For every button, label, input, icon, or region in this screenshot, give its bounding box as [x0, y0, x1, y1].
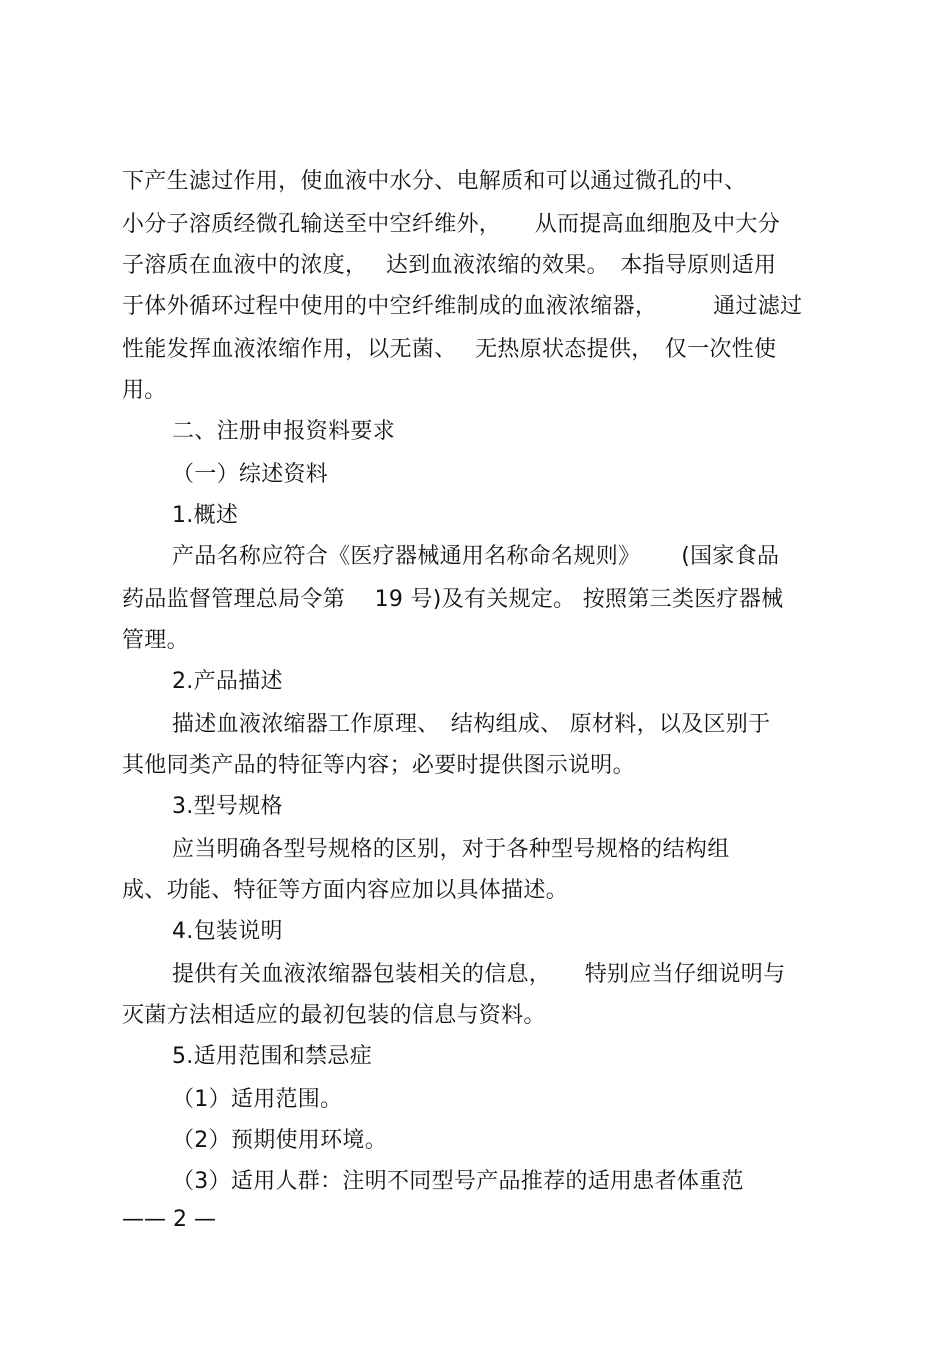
body-text-line: 提供有关血液浓缩器包装相关的信息， 特别应当仔细说明与 [172, 962, 786, 987]
body-text-line: 用。 [122, 378, 167, 403]
subsection-heading: （一）综述资料 [172, 462, 329, 487]
list-item: （2）预期使用环境。 [172, 1128, 387, 1153]
body-text-line: 成、功能、特征等方面内容应加以具体描述。 [122, 878, 569, 903]
body-text-line: 灭菌方法相适应的最初包装的信息与资料。 [122, 1003, 546, 1028]
body-text-line: 子溶质在血液中的浓度， 达到血液浓缩的效果。 本指导原则适用 [122, 253, 777, 278]
body-text-line: 其他同类产品的特征等内容；必要时提供图示说明。 [122, 753, 635, 778]
body-text-line: 产品名称应符合《医疗器械通用名称命名规则》 (国家食品 [172, 544, 780, 569]
body-text-line: 应当明确各型号规格的区别，对于各种型号规格的结构组 [172, 837, 730, 862]
item-heading: 3.型号规格 [172, 794, 283, 819]
item-heading: 2.产品描述 [172, 669, 283, 694]
section-heading: 二、注册申报资料要求 [172, 419, 396, 444]
page-number: —— 2 — [122, 1207, 216, 1232]
body-text-line: 于体外循环过程中使用的中空纤维制成的血液浓缩器， 通过滤过 [122, 294, 803, 319]
list-item: （3）适用人群：注明不同型号产品推荐的适用患者体重范 [172, 1169, 744, 1194]
body-text-line: 药品监督管理总局令第 19 号)及有关规定。 按照第三类医疗器械 [122, 587, 784, 612]
body-text-line: 下产生滤过作用，使血液中水分、电解质和可以通过微孔的中、 [122, 169, 747, 194]
item-heading: 1.概述 [172, 503, 239, 528]
item-heading: 4.包装说明 [172, 919, 283, 944]
list-item: （1）适用范围。 [172, 1087, 343, 1112]
body-text-line: 小分子溶质经微孔输送至中空纤维外， 从而提高血细胞及中大分 [122, 212, 781, 237]
body-text-line: 描述血液浓缩器工作原理、 结构组成、 原材料，以及区别于 [172, 712, 771, 737]
body-text-line: 管理。 [122, 628, 189, 653]
body-text-line: 性能发挥血液浓缩作用，以无菌、 无热原状态提供， 仅一次性使 [122, 337, 777, 362]
item-heading: 5.适用范围和禁忌症 [172, 1044, 372, 1069]
